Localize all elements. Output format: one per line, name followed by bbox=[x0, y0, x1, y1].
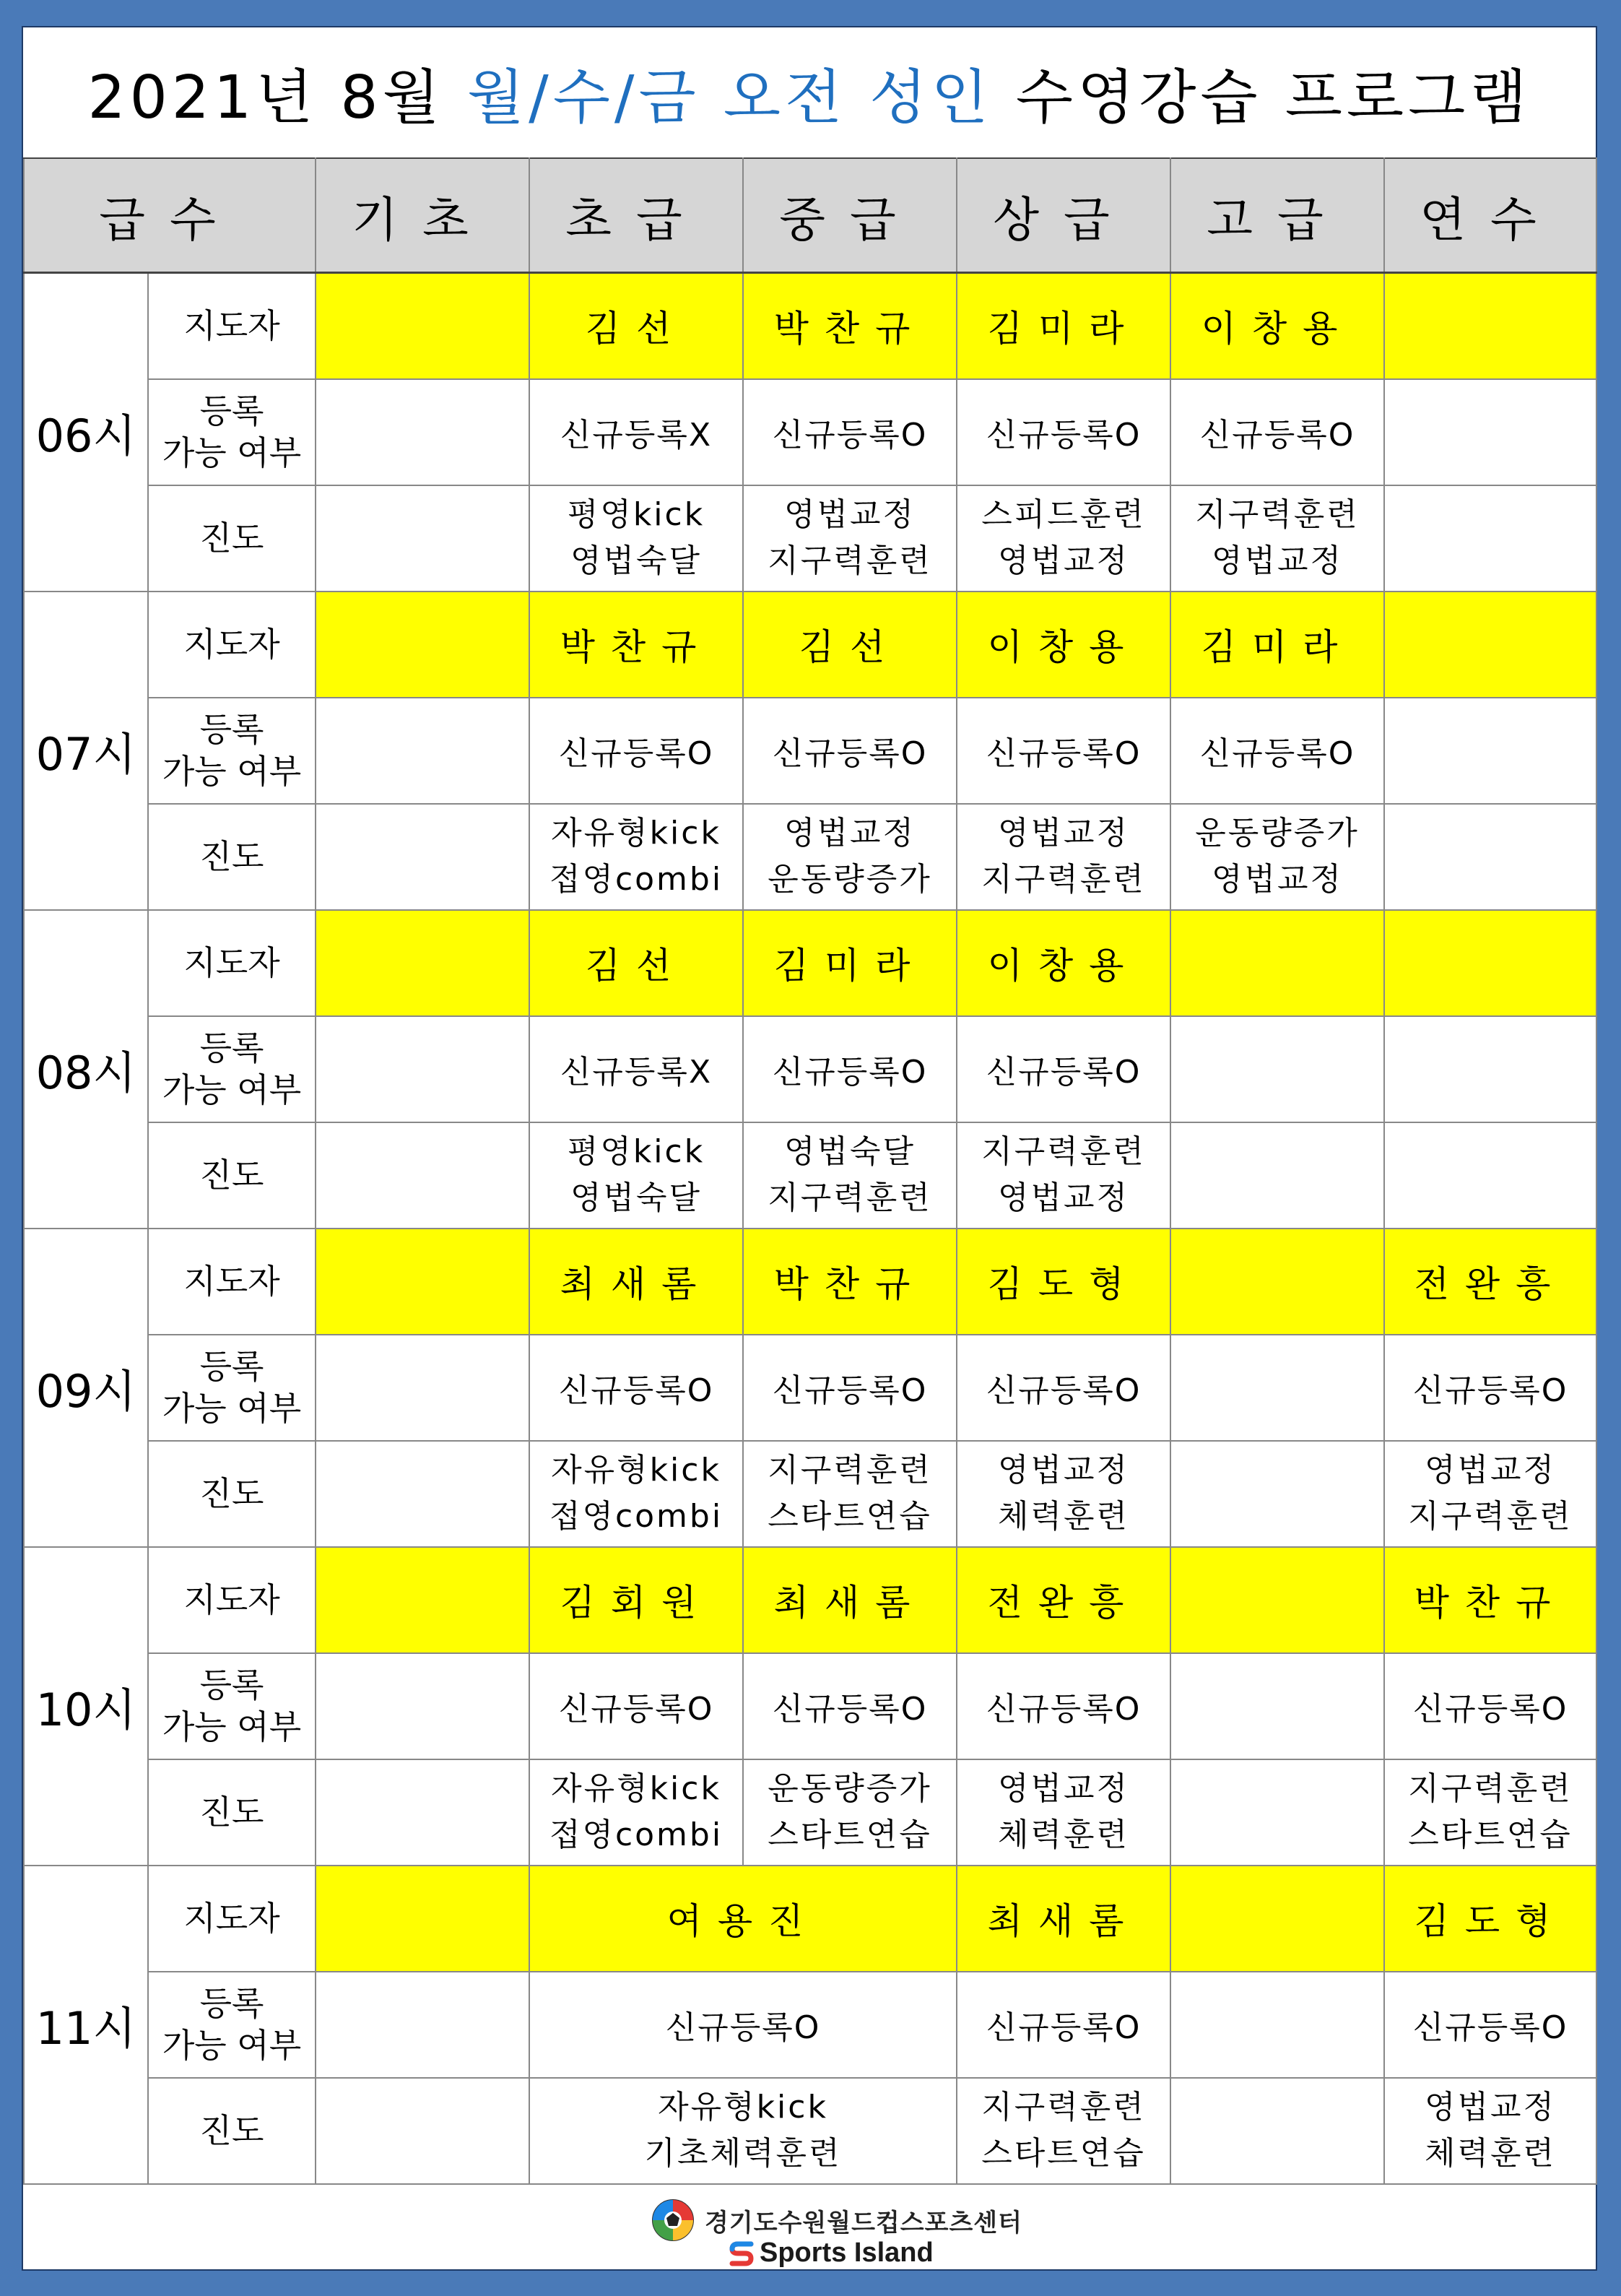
hour-label: 06시 bbox=[24, 273, 148, 592]
progress-line: 지구력훈련 bbox=[981, 861, 1146, 898]
progress-cell bbox=[316, 1759, 529, 1866]
registration-cell: 신규등록O bbox=[743, 379, 957, 485]
progress-line: 영법교정 bbox=[784, 815, 916, 852]
reg-label-line1: 등록 bbox=[199, 1028, 264, 1067]
registration-cell: 신규등록O bbox=[743, 1016, 957, 1122]
reg-label-line1: 등록 bbox=[199, 710, 264, 749]
hour-label: 10시 bbox=[24, 1547, 148, 1866]
progress-cell bbox=[529, 485, 743, 592]
title-prefix: 2021년 8월 bbox=[87, 63, 467, 132]
progress-line: 지구력훈련 bbox=[768, 1452, 932, 1489]
row-label-registration bbox=[148, 1653, 316, 1759]
progress-line: 영법숙달 bbox=[570, 542, 703, 579]
row-11-progress bbox=[24, 2078, 1596, 2184]
progress-line: 영법교정 bbox=[998, 815, 1130, 852]
registration-cell bbox=[1384, 698, 1596, 804]
reg-label-line2: 가능 여부 bbox=[162, 1070, 302, 1109]
header-upper: 상급 bbox=[957, 158, 1170, 273]
instructor-cell bbox=[316, 1547, 529, 1653]
progress-line: 영법교정 bbox=[998, 1770, 1130, 1807]
progress-line: 영법숙달 bbox=[570, 1179, 703, 1216]
registration-cell bbox=[316, 379, 529, 485]
registration-cell: 신규등록O bbox=[1384, 1335, 1596, 1441]
header-level: 급수 bbox=[24, 158, 316, 273]
progress-line: 영법숙달 bbox=[784, 1133, 916, 1170]
schedule-table bbox=[23, 157, 1597, 2185]
registration-cell: 신규등록O bbox=[529, 1653, 743, 1759]
row-instructor bbox=[24, 592, 1596, 698]
registration-cell bbox=[1170, 1016, 1384, 1122]
registration-cell: 신규등록O bbox=[957, 379, 1170, 485]
row-label-progress: 진도 bbox=[148, 1441, 316, 1547]
registration-cell bbox=[316, 1653, 529, 1759]
row-progress bbox=[24, 1759, 1596, 1866]
instructor-cell bbox=[316, 1229, 529, 1335]
progress-line: 영법교정 bbox=[998, 1179, 1130, 1216]
progress-line: 지구력훈련 bbox=[768, 542, 932, 579]
progress-line: 스타트연습 bbox=[768, 1816, 932, 1853]
instructor-cell: 이창용 bbox=[957, 910, 1170, 1016]
reg-label-line1: 등록 bbox=[199, 1665, 264, 1704]
row-registration bbox=[24, 1016, 1596, 1122]
progress-line: 영법교정 bbox=[1212, 542, 1344, 579]
progress-line: 지구력훈련 bbox=[1408, 1498, 1573, 1535]
row-11-instructor bbox=[24, 1866, 1596, 1972]
instructor-cell: 김선 bbox=[743, 592, 957, 698]
instructor-cell: 여용진 bbox=[529, 1866, 957, 1972]
registration-cell bbox=[1170, 1335, 1384, 1441]
row-label-instructor: 지도자 bbox=[148, 592, 316, 698]
row-label-registration bbox=[148, 379, 316, 485]
progress-line: 체력훈련 bbox=[998, 1816, 1130, 1853]
registration-cell bbox=[316, 1972, 529, 2078]
progress-line: 자유형kick bbox=[551, 1452, 721, 1489]
row-label-progress: 진도 bbox=[148, 804, 316, 910]
instructor-cell: 김선 bbox=[529, 910, 743, 1016]
progress-line: 평영kick bbox=[567, 496, 705, 533]
schedule-sheet bbox=[22, 26, 1597, 2271]
progress-cell bbox=[743, 1122, 957, 1229]
center-name: 경기도수원월드컵스포츠센터 bbox=[705, 2208, 1022, 2237]
registration-cell: 신규등록O bbox=[743, 698, 957, 804]
row-progress bbox=[24, 485, 1596, 592]
progress-cell bbox=[1170, 1441, 1384, 1547]
progress-line: 지구력훈련 bbox=[768, 1179, 932, 1216]
row-registration bbox=[24, 379, 1596, 485]
instructor-cell bbox=[316, 273, 529, 379]
progress-line: 접영combi bbox=[549, 1498, 723, 1535]
instructor-cell: 전완흥 bbox=[957, 1547, 1170, 1653]
progress-cell bbox=[957, 804, 1170, 910]
registration-cell: 신규등록X bbox=[529, 379, 743, 485]
row-instructor bbox=[24, 910, 1596, 1016]
registration-cell: 신규등록O bbox=[529, 1972, 957, 2078]
progress-cell bbox=[1170, 2078, 1384, 2184]
center-logo bbox=[651, 2198, 1022, 2242]
row-label-instructor: 지도자 bbox=[148, 1547, 316, 1653]
page-title bbox=[23, 27, 1596, 157]
row-label-progress: 진도 bbox=[148, 1122, 316, 1229]
row-label-progress: 진도 bbox=[148, 485, 316, 592]
reg-label-line2: 가능 여부 bbox=[162, 2026, 302, 2065]
progress-cell bbox=[957, 1441, 1170, 1547]
reg-label-line2: 가능 여부 bbox=[162, 752, 302, 791]
instructor-cell: 전완흥 bbox=[1384, 1229, 1596, 1335]
registration-cell bbox=[316, 1016, 529, 1122]
reg-label-line2: 가능 여부 bbox=[162, 1707, 302, 1746]
sports-island-logo bbox=[729, 2237, 934, 2269]
progress-cell bbox=[1384, 804, 1596, 910]
row-label-instructor: 지도자 bbox=[148, 1229, 316, 1335]
progress-cell bbox=[743, 1759, 957, 1866]
progress-line: 자유형kick bbox=[551, 815, 721, 852]
row-label-registration bbox=[148, 698, 316, 804]
reg-label-line2: 가능 여부 bbox=[162, 433, 302, 472]
row-label-registration bbox=[148, 1972, 316, 2078]
row-instructor bbox=[24, 273, 1596, 379]
registration-cell: 신규등록O bbox=[1384, 1653, 1596, 1759]
progress-cell bbox=[1384, 1759, 1596, 1866]
row-label-progress: 진도 bbox=[148, 1759, 316, 1866]
progress-cell bbox=[957, 1122, 1170, 1229]
reg-label-line1: 등록 bbox=[199, 391, 264, 430]
progress-line: 스타트연습 bbox=[1408, 1816, 1573, 1853]
progress-cell bbox=[957, 485, 1170, 592]
progress-line: 운동량증가 bbox=[768, 861, 932, 898]
progress-cell bbox=[1170, 1122, 1384, 1229]
progress-line: 지구력훈련 bbox=[981, 1133, 1146, 1170]
instructor-cell bbox=[1170, 910, 1384, 1016]
instructor-cell: 김도형 bbox=[957, 1229, 1170, 1335]
instructor-cell bbox=[316, 592, 529, 698]
instructor-cell: 최새롬 bbox=[529, 1229, 743, 1335]
progress-line: 자유형kick bbox=[658, 2089, 828, 2126]
schedule-body bbox=[24, 273, 1596, 2184]
progress-cell bbox=[529, 2078, 957, 2184]
progress-line: 스피드훈련 bbox=[981, 496, 1146, 533]
progress-line: 운동량증가 bbox=[768, 1770, 932, 1807]
row-registration bbox=[24, 1653, 1596, 1759]
progress-line: 체력훈련 bbox=[1425, 2135, 1557, 2172]
progress-line: 영법교정 bbox=[784, 496, 916, 533]
row-registration bbox=[24, 1335, 1596, 1441]
registration-cell: 신규등록O bbox=[957, 1972, 1170, 2078]
instructor-cell: 김미라 bbox=[1170, 592, 1384, 698]
progress-line: 영법교정 bbox=[998, 1452, 1130, 1489]
progress-line: 영법교정 bbox=[998, 542, 1130, 579]
row-progress bbox=[24, 1441, 1596, 1547]
registration-cell: 신규등록O bbox=[1170, 698, 1384, 804]
registration-cell: 신규등록O bbox=[743, 1335, 957, 1441]
row-progress bbox=[24, 1122, 1596, 1229]
progress-cell bbox=[316, 2078, 529, 2184]
progress-line: 체력훈련 bbox=[998, 1498, 1130, 1535]
progress-cell bbox=[316, 1122, 529, 1229]
progress-line: 지구력훈련 bbox=[1195, 496, 1360, 533]
registration-cell bbox=[1170, 1972, 1384, 2078]
instructor-cell: 김미라 bbox=[743, 910, 957, 1016]
hour-label: 07시 bbox=[24, 592, 148, 910]
row-registration bbox=[24, 698, 1596, 804]
instructor-cell: 박찬규 bbox=[1384, 1547, 1596, 1653]
progress-cell bbox=[743, 485, 957, 592]
header-intermediate: 중급 bbox=[743, 158, 957, 273]
progress-cell bbox=[957, 2078, 1170, 2184]
instructor-cell: 박찬규 bbox=[743, 1229, 957, 1335]
progress-line: 접영combi bbox=[549, 1816, 723, 1853]
progress-line: 접영combi bbox=[549, 861, 723, 898]
progress-line: 영법교정 bbox=[1425, 1452, 1557, 1489]
row-instructor bbox=[24, 1229, 1596, 1335]
registration-cell: 신규등록O bbox=[529, 1335, 743, 1441]
header-beginner: 초급 bbox=[529, 158, 743, 273]
header-advanced: 고급 bbox=[1170, 158, 1384, 273]
progress-cell bbox=[1170, 804, 1384, 910]
registration-cell: 신규등록O bbox=[957, 698, 1170, 804]
progress-line: 영법교정 bbox=[1425, 2089, 1557, 2126]
hour-label: 08시 bbox=[24, 910, 148, 1229]
progress-line: 영법교정 bbox=[1212, 861, 1344, 898]
progress-cell bbox=[529, 1122, 743, 1229]
progress-cell bbox=[1384, 2078, 1596, 2184]
instructor-cell: 박찬규 bbox=[743, 273, 957, 379]
progress-line: 자유형kick bbox=[551, 1770, 721, 1807]
progress-line: 평영kick bbox=[567, 1133, 705, 1170]
row-label-instructor: 지도자 bbox=[148, 1866, 316, 1972]
registration-cell: 신규등록O bbox=[957, 1335, 1170, 1441]
header-basic: 기초 bbox=[316, 158, 529, 273]
registration-cell: 신규등록O bbox=[743, 1653, 957, 1759]
instructor-cell bbox=[1170, 1229, 1384, 1335]
footer bbox=[23, 2191, 1596, 2269]
title-suffix: 수영강습 프로그램 bbox=[992, 63, 1531, 132]
instructor-cell bbox=[1384, 910, 1596, 1016]
instructor-cell bbox=[316, 910, 529, 1016]
row-label-progress: 진도 bbox=[148, 2078, 316, 2184]
instructor-cell bbox=[1384, 273, 1596, 379]
title-highlight: 월/수/금 오전 성인 bbox=[466, 63, 993, 132]
soccer-ball-icon bbox=[651, 2198, 695, 2242]
registration-cell: 신규등록O bbox=[957, 1016, 1170, 1122]
reg-label-line2: 가능 여부 bbox=[162, 1389, 302, 1428]
instructor-cell: 최새롬 bbox=[957, 1866, 1170, 1972]
row-11-registration bbox=[24, 1972, 1596, 2078]
instructor-cell: 김미라 bbox=[957, 273, 1170, 379]
row-label-registration bbox=[148, 1016, 316, 1122]
instructor-cell bbox=[1170, 1866, 1384, 1972]
progress-cell bbox=[957, 1759, 1170, 1866]
progress-cell bbox=[316, 804, 529, 910]
registration-cell: 신규등록O bbox=[529, 698, 743, 804]
registration-cell: 신규등록O bbox=[957, 1653, 1170, 1759]
progress-cell bbox=[743, 804, 957, 910]
row-label-registration bbox=[148, 1335, 316, 1441]
instructor-cell bbox=[316, 1866, 529, 1972]
instructor-cell: 이창용 bbox=[1170, 273, 1384, 379]
registration-cell bbox=[1384, 1016, 1596, 1122]
progress-line: 지구력훈련 bbox=[1408, 1770, 1573, 1807]
progress-line: 지구력훈련 bbox=[981, 2089, 1146, 2126]
progress-line: 운동량증가 bbox=[1195, 815, 1360, 852]
progress-cell bbox=[1170, 1759, 1384, 1866]
progress-cell bbox=[743, 1441, 957, 1547]
instructor-cell bbox=[1170, 1547, 1384, 1653]
registration-cell: 신규등록X bbox=[529, 1016, 743, 1122]
registration-cell bbox=[316, 698, 529, 804]
progress-cell bbox=[529, 804, 743, 910]
progress-cell bbox=[316, 485, 529, 592]
progress-cell bbox=[316, 1441, 529, 1547]
instructor-cell: 이창용 bbox=[957, 592, 1170, 698]
progress-line: 기초체력훈련 bbox=[644, 2135, 842, 2172]
row-progress bbox=[24, 804, 1596, 910]
registration-cell bbox=[1384, 379, 1596, 485]
registration-cell bbox=[316, 1335, 529, 1441]
instructor-cell: 최새롬 bbox=[743, 1547, 957, 1653]
hour-label: 09시 bbox=[24, 1229, 148, 1547]
registration-cell: 신규등록O bbox=[1170, 379, 1384, 485]
instructor-cell bbox=[1384, 592, 1596, 698]
progress-line: 스타트연습 bbox=[981, 2135, 1146, 2172]
instructor-cell: 김회원 bbox=[529, 1547, 743, 1653]
progress-line: 스타트연습 bbox=[768, 1498, 932, 1535]
header-training: 연수 bbox=[1384, 158, 1596, 273]
instructor-cell: 김선 bbox=[529, 273, 743, 379]
row-label-instructor: 지도자 bbox=[148, 273, 316, 379]
progress-cell bbox=[1384, 1441, 1596, 1547]
hour-label: 11시 bbox=[24, 1866, 148, 2184]
progress-cell bbox=[529, 1759, 743, 1866]
progress-cell bbox=[1384, 1122, 1596, 1229]
row-label-instructor: 지도자 bbox=[148, 910, 316, 1016]
progress-cell bbox=[1170, 485, 1384, 592]
reg-label-line1: 등록 bbox=[199, 1347, 264, 1386]
registration-cell: 신규등록O bbox=[1384, 1972, 1596, 2078]
reg-label-line1: 등록 bbox=[199, 1984, 264, 2023]
registration-cell bbox=[1170, 1653, 1384, 1759]
instructor-cell: 박찬규 bbox=[529, 592, 743, 698]
brand-name: Sports Island bbox=[760, 2237, 934, 2268]
progress-cell bbox=[529, 1441, 743, 1547]
sports-island-mark-icon bbox=[729, 2240, 754, 2267]
row-instructor bbox=[24, 1547, 1596, 1653]
instructor-cell: 김도형 bbox=[1384, 1866, 1596, 1972]
progress-cell bbox=[1384, 485, 1596, 592]
